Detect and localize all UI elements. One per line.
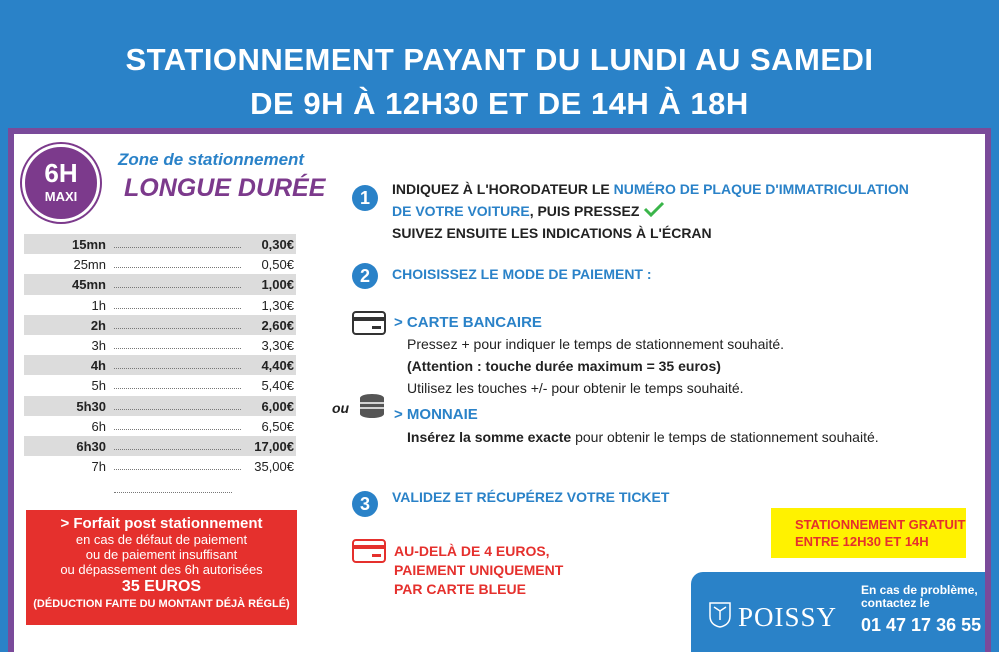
step-3-text: VALIDEZ ET RÉCUPÉREZ VOTRE TICKET: [392, 489, 670, 505]
tariff-dots: [114, 287, 241, 288]
tariff-duration: 5h30: [76, 398, 106, 414]
tariff-row: [24, 436, 296, 456]
tariff-price: 4,40€: [261, 358, 294, 374]
tariff-row: [24, 355, 296, 375]
tariff-price: 5,40€: [261, 378, 294, 394]
card-line2: (Attention : touche durée maximum = 35 euros): [407, 358, 721, 374]
zone-type: LONGUE DURÉE: [124, 174, 326, 202]
forfait-amount: 35 EUROS: [121, 578, 202, 595]
warning-line1: AU-DELÀ DE 4 EUROS,: [394, 543, 550, 559]
tariff-duration: 5h: [91, 378, 106, 394]
step-1-part-a: INDIQUEZ À L'HORODATEUR LE: [392, 181, 614, 197]
forfait-line1: en cas de défaut de paiement: [75, 532, 248, 547]
city-name: POISSY: [738, 602, 838, 632]
tariff-duration: 7h: [91, 459, 106, 475]
tariff-duration: 6h: [91, 418, 106, 434]
tariff-row: [24, 335, 296, 355]
tariff-price: 0,30€: [261, 237, 294, 252]
zone-label: Zone de stationnement: [118, 150, 305, 169]
warning-line3: PAR CARTE BLEUE: [394, 581, 526, 597]
forfait-line3: ou dépassement des 6h autorisées: [60, 562, 263, 577]
tariff-duration: 1h: [91, 297, 106, 313]
contact-line2: contactez le: [861, 596, 930, 610]
tariff-duration: 15mn: [72, 237, 106, 252]
tariff-dots: [114, 247, 241, 248]
step-1-number: 1: [352, 185, 378, 211]
tariff-row: [24, 274, 296, 294]
badge-label: MAXI: [44, 189, 78, 204]
tariff-dots: [114, 449, 241, 450]
free-line2: ENTRE 12H30 ET 14H: [795, 534, 929, 549]
tariff-row: [24, 396, 296, 416]
max-duration-badge: [22, 144, 100, 222]
tariff-dots: [114, 388, 241, 389]
tariff-dotted-line: [114, 492, 232, 493]
forfait-title: > Forfait post stationnement: [60, 515, 263, 532]
warning-line2: PAIEMENT UNIQUEMENT: [394, 562, 564, 578]
tariff-dots: [114, 328, 241, 329]
city-crest-icon: [709, 602, 731, 628]
free-line1: STATIONNEMENT GRATUIT: [795, 517, 966, 532]
free-parking-banner: [771, 508, 966, 558]
info-frame: [8, 128, 991, 652]
tariff-row: [24, 375, 296, 395]
forfait-note: (DÉDUCTION FAITE DU MONTANT DÉJÀ RÉGLÉ): [33, 598, 290, 610]
cash-title: > MONNAIE: [394, 406, 478, 423]
tariff-price: 35,00€: [254, 459, 294, 475]
badge-hours: 6H: [44, 158, 78, 188]
tariff-price: 1,00€: [261, 277, 294, 293]
step-1-plate: NUMÉRO DE PLAQUE D'IMMATRICULATION: [613, 181, 909, 197]
contact-line1: En cas de problème,: [861, 583, 978, 597]
step-2-number: 2: [352, 263, 378, 289]
tariff-dots: [114, 429, 241, 430]
tariff-dots: [114, 409, 241, 410]
tariff-row: [24, 416, 296, 436]
red-card-icon: [352, 539, 386, 563]
tariff-row: [24, 315, 296, 335]
tariff-duration: 6h30: [76, 438, 106, 454]
tariff-duration: 2h: [90, 317, 106, 333]
contact-phone: 01 47 17 36 55: [861, 615, 982, 635]
step-1-text: [392, 178, 982, 244]
tariff-dots: [114, 368, 241, 369]
tariff-price: 3,30€: [261, 337, 294, 353]
tariff-price: 1,30€: [261, 297, 294, 313]
tariff-price: 0,50€: [261, 257, 294, 273]
tariff-price: 6,00€: [261, 398, 294, 414]
card-warning: [394, 542, 563, 599]
cash-line: [407, 429, 879, 445]
cash-line-rest: pour obtenir le temps de stationnement souhaité.: [571, 429, 879, 445]
tariff-duration: 25mn: [73, 257, 106, 273]
tariff-dots: [114, 348, 241, 349]
check-icon: [643, 201, 665, 217]
forfait-line2: ou de paiement insuffisant: [85, 547, 238, 562]
info-panel: [14, 134, 985, 652]
tariff-dots: [114, 469, 241, 470]
tariff-row: [24, 295, 296, 315]
step-1-part-d: , PUIS PRESSEZ: [529, 203, 640, 219]
tariff-row: [24, 254, 296, 274]
card-line3: Utilisez les touches +/- pour obtenir le temps souhaité.: [407, 380, 744, 396]
tariff-dots: [114, 267, 241, 268]
header-title-line2: DE 9H À 12H30 ET DE 14H À 18H: [250, 86, 749, 121]
cash-line-bold: Insérez la somme exacte: [407, 429, 572, 445]
tariff-duration: 4h: [90, 358, 106, 374]
step-1-follow: SUIVEZ ENSUITE LES INDICATIONS À L'ÉCRAN: [392, 225, 712, 241]
coins-icon: [358, 392, 386, 420]
step-1-car: DE VOTRE VOITURE: [392, 203, 530, 219]
or-label: ou: [332, 400, 350, 416]
step-3-number: 3: [352, 491, 378, 517]
header-title-line1: STATIONNEMENT PAYANT DU LUNDI AU SAMEDI: [125, 42, 874, 77]
card-title: > CARTE BANCAIRE: [394, 314, 542, 331]
contact-box: [691, 572, 985, 652]
step-2-text: CHOISISSEZ LE MODE DE PAIEMENT :: [392, 266, 652, 282]
credit-card-icon: [352, 311, 386, 335]
tariff-price: 2,60€: [261, 317, 294, 333]
header-banner: [0, 0, 999, 130]
tariff-duration: 45mn: [72, 277, 106, 293]
tariff-row: [24, 456, 296, 476]
tariff-duration: 3h: [91, 337, 106, 353]
forfait-box: [26, 510, 297, 625]
tariff-table: [24, 234, 296, 476]
card-line1: Pressez + pour indiquer le temps de stationnement souhaité.: [407, 336, 785, 352]
contact-text: [861, 584, 978, 610]
tariff-price: 17,00€: [254, 438, 294, 454]
tariff-row: [24, 234, 296, 254]
tariff-dots: [114, 308, 241, 309]
tariff-price: 6,50€: [261, 418, 294, 434]
